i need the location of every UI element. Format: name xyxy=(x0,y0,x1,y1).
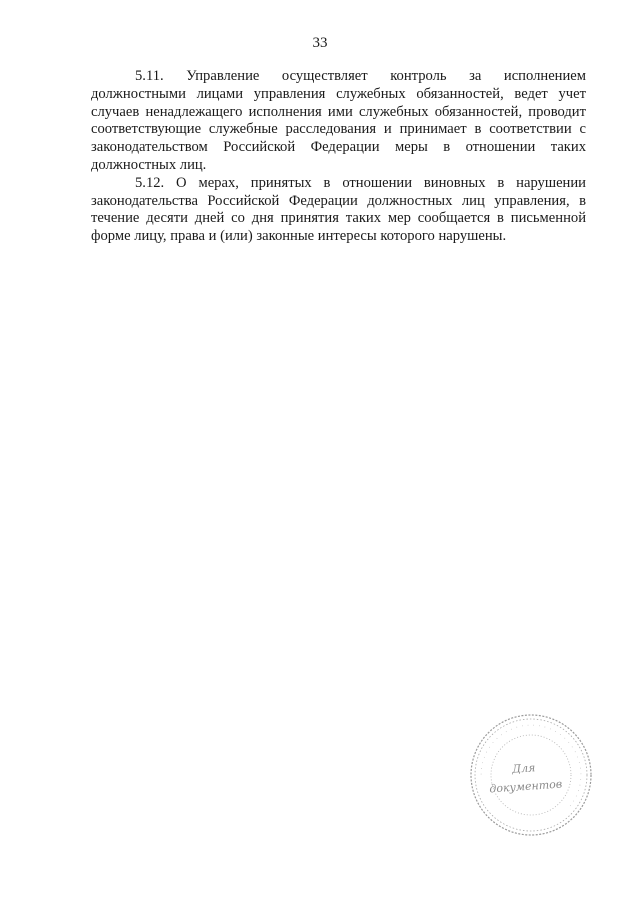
svg-text:документов: документов xyxy=(488,777,563,796)
page-number: 33 xyxy=(312,35,328,51)
paragraph-5-11: 5.11. Управление осуществляет контроль за исполнением должностными лицами управления служебных обязанностей, ведет учет случаев ненадлежащего исполнения ими служебных обязанностей, проводит соответствующие служебные расследования и принимает в соответствии с законодательством Российской Федерации меры в отношении таких должностных лиц. xyxy=(91,68,586,173)
round-stamp xyxy=(468,712,594,838)
stamp-seal-icon xyxy=(468,712,594,838)
paragraph-5-12: 5.12. О мерах, принятых в отношении виновных в нарушении законодательства Российской Федерации должностных лиц управления, в течение десяти дней со дня принятия таких мер сообщается в письменной форме лицу, права и (или) законные интересы которого нарушены. xyxy=(91,174,586,245)
svg-text:· · · · · · · · · · · · · · ·: · · · · · · · · · · · · · · · · · · · · · · · · · · · · · · · · · · xyxy=(478,722,584,809)
document-body xyxy=(91,68,586,246)
svg-text:Для: Для xyxy=(511,761,536,776)
